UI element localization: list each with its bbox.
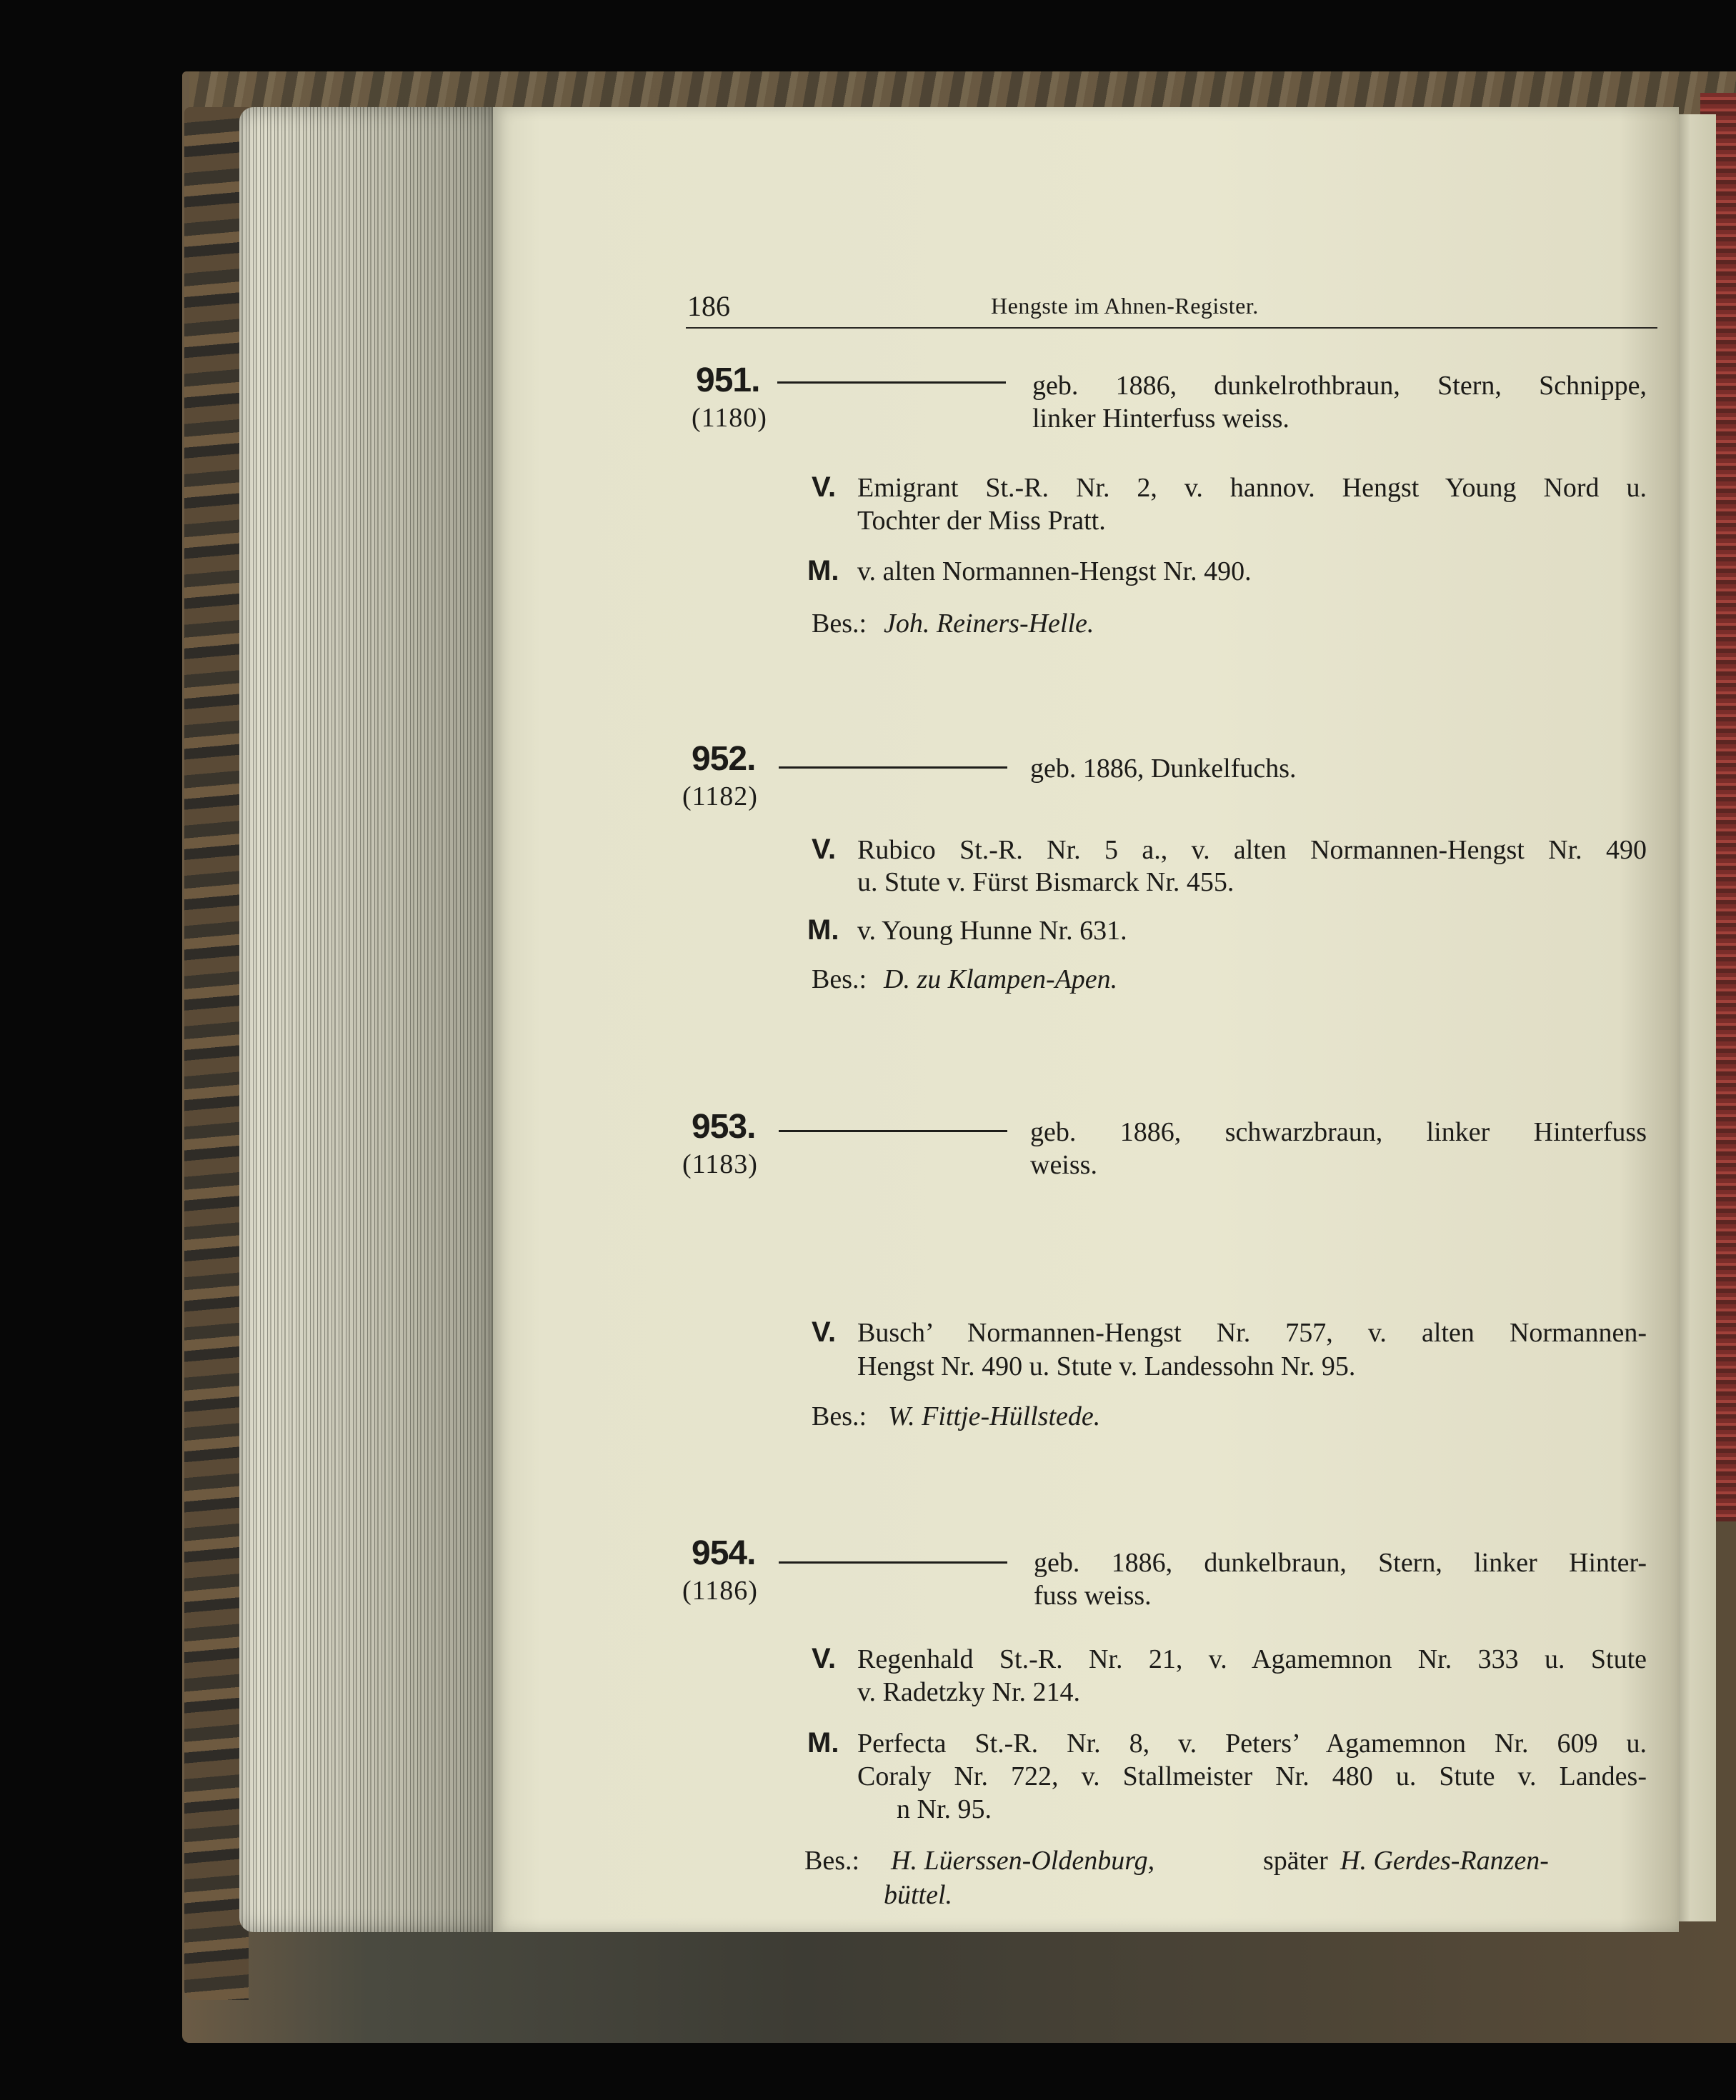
book-page bbox=[493, 107, 1679, 1932]
entry-number: 954. bbox=[692, 1534, 756, 1572]
owner-name: Joh. Reiners-Helle. bbox=[884, 609, 1094, 639]
page-stack-shading bbox=[239, 107, 497, 1932]
entry-dash bbox=[779, 1561, 1007, 1564]
sire-line: v. Radetzky Nr. 214. bbox=[857, 1677, 1081, 1707]
sire-label: V. bbox=[812, 1643, 837, 1674]
entry-number: 952. bbox=[692, 740, 756, 778]
description-line: geb. 1886, schwarzbraun, linker Hinterfuss bbox=[1030, 1117, 1647, 1147]
owner-name: H. Lüerssen-Oldenburg, bbox=[891, 1846, 1155, 1876]
owner-label: Bes.: bbox=[812, 964, 867, 994]
owner-name: büttel. bbox=[884, 1880, 953, 1910]
entry-number: 953. bbox=[692, 1108, 756, 1146]
description-line: geb. 1886, dunkelbraun, Stern, linker Hinter- bbox=[1034, 1548, 1647, 1578]
page-number: 186 bbox=[687, 290, 730, 322]
entry-dash bbox=[777, 381, 1006, 384]
running-title: Hengste im Ahnen-Register. bbox=[991, 293, 1259, 319]
dam-line: v. alten Normannen-Hengst Nr. 490. bbox=[857, 556, 1252, 586]
description-line: geb. 1886, dunkelrothbraun, Stern, Schnippe, bbox=[1032, 371, 1647, 401]
sire-line: Hengst Nr. 490 u. Stute v. Landessohn Nr. 95. bbox=[857, 1351, 1356, 1381]
owner-label: Bes.: bbox=[812, 609, 867, 639]
owner-label: Bes.: bbox=[812, 1401, 867, 1431]
sire-line: Emigrant St.-R. Nr. 2, v. hannov. Hengst Young Nord u. bbox=[857, 473, 1647, 503]
sire-label: V. bbox=[812, 834, 837, 865]
sire-line: Rubico St.-R. Nr. 5 a., v. alten Normannen-Hengst Nr. 490 bbox=[857, 835, 1647, 865]
dam-line: Coraly Nr. 722, v. Stallmeister Nr. 480 u. Stute v. Landes- bbox=[857, 1761, 1647, 1791]
dam-label: M. bbox=[807, 1727, 839, 1759]
dam-label: M. bbox=[807, 555, 839, 586]
sire-label: V. bbox=[812, 471, 837, 503]
entry-dash bbox=[779, 1130, 1007, 1132]
owner-connector: später bbox=[1263, 1846, 1328, 1876]
dam-line: Perfecta St.-R. Nr. 8, v. Peters’ Agamemnon Nr. 609 u. bbox=[857, 1729, 1647, 1759]
dam-line: v. Young Hunne Nr. 631. bbox=[857, 916, 1127, 946]
description-line: fuss weiss. bbox=[1034, 1581, 1152, 1611]
entry-number: 951. bbox=[696, 361, 760, 399]
entry-dash bbox=[779, 766, 1007, 769]
owner-label: Bes.: bbox=[804, 1846, 860, 1876]
description-line: linker Hinterfuss weiss. bbox=[1032, 404, 1289, 434]
sire-line: u. Stute v. Fürst Bismarck Nr. 455. bbox=[857, 867, 1234, 897]
owner-name: W. Fittje-Hüllstede. bbox=[888, 1401, 1101, 1431]
description-line: geb. 1886, Dunkelfuchs. bbox=[1030, 754, 1297, 784]
sire-label: V. bbox=[812, 1316, 837, 1348]
description-line: weiss. bbox=[1030, 1150, 1097, 1180]
owner-name: D. zu Klampen-Apen. bbox=[884, 964, 1118, 994]
owner-name: H. Gerdes-Ranzen- bbox=[1340, 1846, 1549, 1876]
sire-line: Busch’ Normannen-Hengst Nr. 757, v. alten Normannen- bbox=[857, 1318, 1647, 1348]
old-register-number: (1182) bbox=[682, 781, 758, 811]
old-register-number: (1183) bbox=[682, 1149, 758, 1179]
header-rule bbox=[686, 327, 1657, 329]
old-register-number: (1180) bbox=[692, 403, 767, 433]
dam-line: n Nr. 95. bbox=[897, 1794, 992, 1824]
sire-line: Tochter der Miss Pratt. bbox=[857, 506, 1106, 536]
old-register-number: (1186) bbox=[682, 1576, 758, 1606]
dam-label: M. bbox=[807, 914, 839, 946]
sire-line: Regenhald St.-R. Nr. 21, v. Agamemnon Nr. 333 u. Stute bbox=[857, 1644, 1647, 1674]
